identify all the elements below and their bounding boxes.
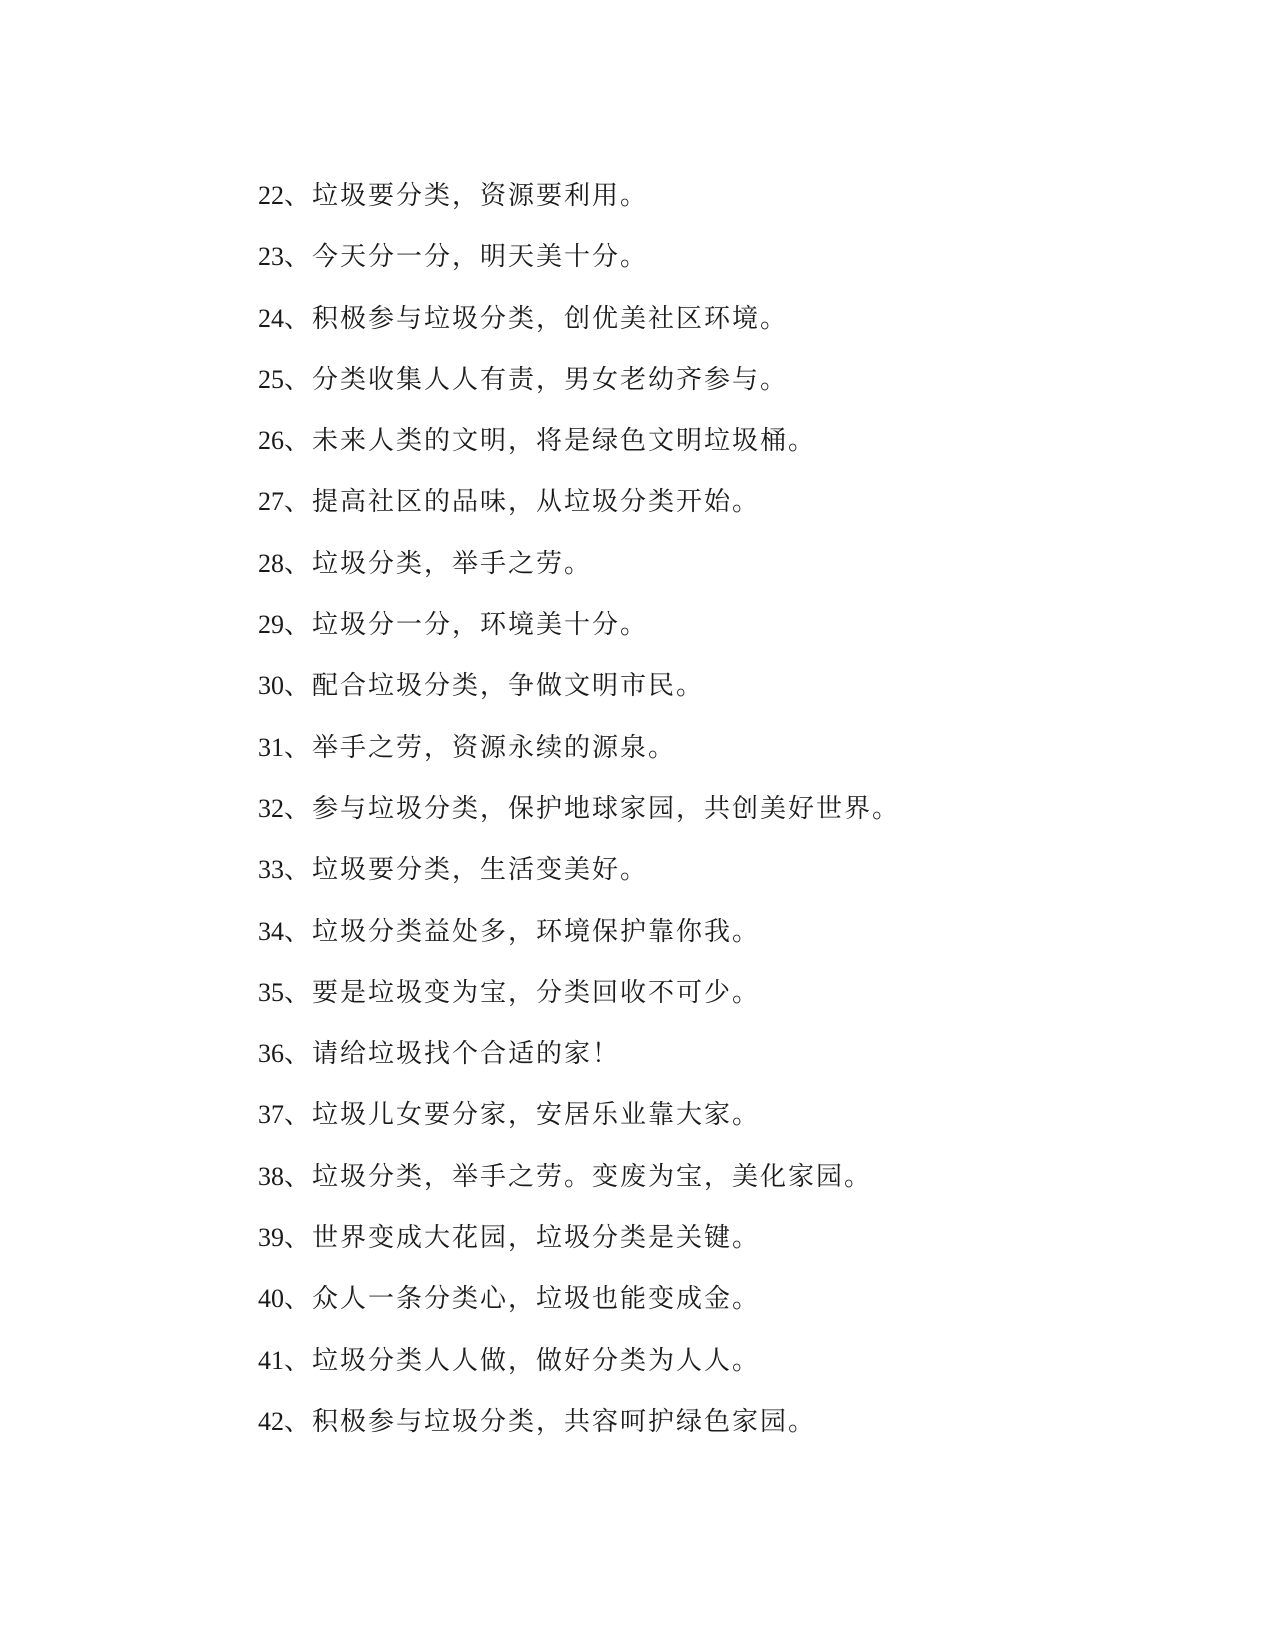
item-separator: 、: [284, 548, 313, 579]
item-text: 请给垃圾找个合适的家！: [312, 1039, 621, 1070]
list-item: [258, 962, 900, 1023]
item-separator: 、: [284, 1039, 313, 1070]
list-item: [258, 839, 900, 900]
item-separator: 、: [284, 1345, 313, 1376]
item-separator: 、: [284, 242, 313, 273]
item-number: 41: [258, 1345, 284, 1375]
item-text: 分类收集人人有责，男女老幼齐参与。: [312, 364, 789, 395]
list-item: [258, 1268, 900, 1329]
item-text: 参与垃圾分类，保护地球家园，共创美好世界。: [312, 793, 901, 824]
item-separator: 、: [284, 303, 313, 334]
item-number: 22: [258, 181, 284, 210]
item-number: 28: [258, 548, 284, 578]
item-number: 34: [258, 916, 284, 946]
item-separator: 、: [284, 916, 313, 947]
item-number: 25: [258, 364, 284, 394]
item-separator: 、: [284, 1161, 313, 1192]
item-number: 37: [258, 1100, 284, 1130]
item-separator: 、: [284, 1100, 313, 1131]
item-separator: 、: [284, 732, 313, 763]
list-item: [258, 778, 900, 839]
list-item: [258, 594, 900, 655]
item-text: 今天分一分，明天美十分。: [312, 242, 649, 273]
list-item: [258, 533, 900, 594]
item-number: 24: [258, 303, 284, 333]
list-item: [258, 226, 900, 287]
item-text: 垃圾分一分，环境美十分。: [312, 610, 649, 641]
slogan-list: [258, 165, 900, 1452]
item-text: 举手之劳，资源永续的源泉。: [312, 732, 677, 763]
item-number: 31: [258, 732, 284, 762]
item-text: 众人一条分类心，垃圾也能变成金。: [312, 1284, 761, 1315]
item-text: 垃圾分类，举手之劳。变废为宝，美化家园。: [312, 1161, 873, 1192]
item-number: 40: [258, 1284, 284, 1314]
item-separator: 、: [284, 1284, 313, 1315]
list-item: [258, 288, 900, 349]
list-item: [258, 1330, 900, 1391]
item-separator: 、: [284, 364, 313, 395]
list-item: [258, 1084, 900, 1145]
item-text: 垃圾分类，举手之劳。: [312, 548, 593, 579]
item-text: 垃圾分类人人做，做好分类为人人。: [312, 1345, 761, 1376]
item-number: 36: [258, 1039, 284, 1069]
item-text: 积极参与垃圾分类，创优美社区环境。: [312, 303, 789, 334]
item-text: 要是垃圾变为宝，分类回收不可少。: [312, 977, 761, 1008]
item-text: 配合垃圾分类，争做文明市民。: [312, 671, 705, 702]
list-item: [258, 1023, 900, 1084]
item-number: 39: [258, 1223, 284, 1253]
list-item: [258, 1391, 900, 1452]
item-number: 32: [258, 793, 284, 823]
item-number: 29: [258, 610, 284, 640]
list-item: [258, 1207, 900, 1268]
item-text: 垃圾要分类，资源要利用。: [312, 181, 649, 211]
item-separator: 、: [284, 855, 313, 886]
item-text: 垃圾分类益处多，环境保护靠你我。: [312, 916, 761, 947]
item-text: 积极参与垃圾分类，共容呵护绿色家园。: [312, 1406, 817, 1437]
list-item: [258, 349, 900, 410]
item-number: 27: [258, 487, 284, 517]
item-number: 38: [258, 1161, 284, 1191]
item-separator: 、: [284, 426, 313, 457]
list-item: [258, 1146, 900, 1207]
list-item: [258, 901, 900, 962]
item-separator: 、: [284, 977, 313, 1008]
item-separator: 、: [284, 1223, 313, 1254]
item-separator: 、: [284, 793, 313, 824]
list-item: [258, 717, 900, 778]
list-item: [258, 165, 900, 226]
item-text: 提高社区的品味，从垃圾分类开始。: [312, 487, 761, 518]
item-separator: 、: [284, 1406, 313, 1437]
item-text: 垃圾儿女要分家，安居乐业靠大家。: [312, 1100, 761, 1131]
item-number: 26: [258, 426, 284, 456]
item-number: 30: [258, 671, 284, 701]
item-separator: 、: [284, 487, 313, 518]
item-separator: 、: [284, 671, 313, 702]
list-item: [258, 410, 900, 471]
item-separator: 、: [284, 181, 313, 211]
item-number: 35: [258, 977, 284, 1007]
list-item: [258, 655, 900, 716]
item-text: 未来人类的文明，将是绿色文明垃圾桶。: [312, 426, 817, 457]
item-separator: 、: [284, 610, 313, 641]
item-text: 垃圾要分类，生活变美好。: [312, 855, 649, 886]
item-number: 23: [258, 242, 284, 272]
item-number: 42: [258, 1406, 284, 1436]
list-item: [258, 471, 900, 532]
item-number: 33: [258, 855, 284, 885]
item-text: 世界变成大花园，垃圾分类是关键。: [312, 1223, 761, 1254]
